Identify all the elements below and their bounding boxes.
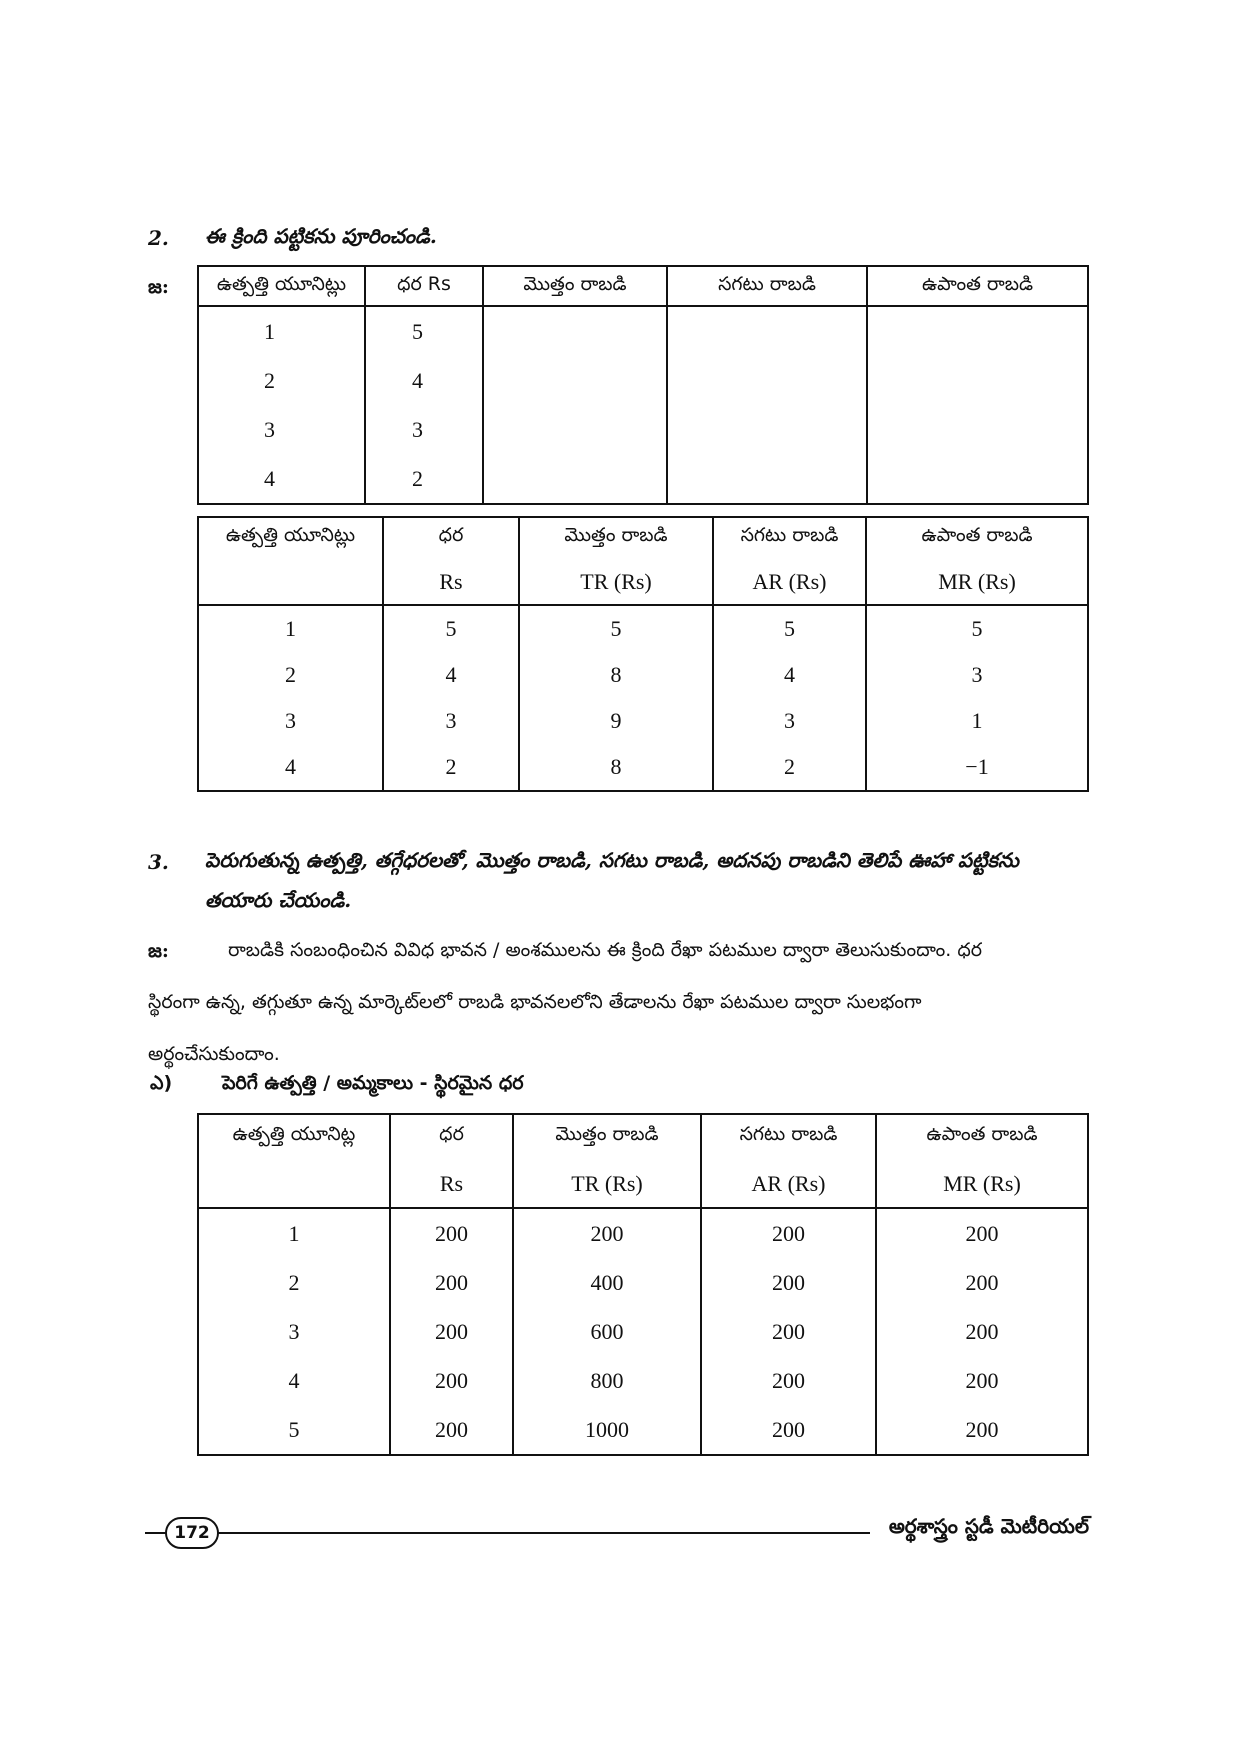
header-average-revenue: సగటు రాబడి: [701, 1114, 876, 1161]
table-revenue-filled: [197, 516, 1089, 792]
cell-ar: 200: [701, 1405, 876, 1455]
cell-price: 200: [390, 1258, 513, 1307]
header-price-unit: Rs: [383, 560, 519, 605]
cell-ar: 3: [713, 698, 866, 744]
answer-3-line-3: అర్థంచేసుకుందాం.: [148, 1043, 280, 1065]
cell-price: 3: [383, 698, 519, 744]
cell-mr: 5: [866, 605, 1088, 652]
cell-ar: 200: [701, 1356, 876, 1405]
header-ar-unit: AR (Rs): [713, 560, 866, 605]
cell-units: 4: [198, 1356, 390, 1405]
table-header-units-row: [198, 560, 1088, 605]
cell-mr: 1: [866, 698, 1088, 744]
cell-ar: 4: [713, 652, 866, 698]
cell-mr: 200: [876, 1258, 1088, 1307]
cell-empty: [483, 454, 667, 504]
header-average-revenue: సగటు రాబడి: [713, 517, 866, 560]
question-3-line-1: పెరుగుతున్న ఉత్పత్తి, తగ్గేధరలతో, మొత్తం రాబడి, సగటు రాబడి, అదనపు రాబడిని తెలిపే ఊహా పట్టికను: [205, 848, 1019, 872]
cell-mr: 200: [876, 1356, 1088, 1405]
cell-units: 1: [198, 605, 383, 652]
cell-tr: 400: [513, 1258, 701, 1307]
header-marginal-revenue: ఉపాంత రాబడి: [876, 1114, 1088, 1161]
table-revenue-blank: [197, 265, 1089, 505]
question-3-line-2: తయారు చేయండి.: [205, 888, 352, 912]
cell-ar: 5: [713, 605, 866, 652]
table-row: [198, 1356, 1088, 1405]
cell-tr: 1000: [513, 1405, 701, 1455]
section-a-title: పెరిగే ఉత్పత్తి / అమ్మకాలు - స్థిరమైన ధర: [222, 1072, 524, 1094]
answer-3-line-2: స్థిరంగా ఉన్న, తగ్గుతూ ఉన్న మార్కెట్‌లలో రాబడి భావనలలోని తేడాలను రేఖా పటముల ద్వారా సులభంగా: [148, 991, 922, 1013]
cell-mr: 200: [876, 1307, 1088, 1356]
cell-price: 4: [383, 652, 519, 698]
cell-empty: [867, 405, 1088, 454]
footer-rule: [215, 1532, 870, 1534]
cell-price: 2: [365, 454, 483, 504]
cell-mr: 200: [876, 1208, 1088, 1258]
cell-empty: [867, 454, 1088, 504]
cell-units: 4: [198, 744, 383, 791]
header-price: ధర: [383, 517, 519, 560]
cell-ar: 200: [701, 1258, 876, 1307]
cell-units: 1: [198, 1208, 390, 1258]
header-average-revenue: సగటు రాబడి: [667, 266, 867, 306]
cell-empty: [667, 405, 867, 454]
header-output-units: ఉత్పత్తి యూనిట్లు: [198, 266, 365, 306]
header-mr-unit: MR (Rs): [866, 560, 1088, 605]
cell-mr: 3: [866, 652, 1088, 698]
table-header-units-row: [198, 1161, 1088, 1208]
cell-units: 3: [198, 1307, 390, 1356]
table-row: [198, 1405, 1088, 1455]
cell-price: 200: [390, 1208, 513, 1258]
cell-tr: 5: [519, 605, 713, 652]
cell-units: 2: [198, 1258, 390, 1307]
table-row: [198, 1307, 1088, 1356]
header-marginal-revenue: ఉపాంత రాబడి: [867, 266, 1088, 306]
table-header-row: [198, 517, 1088, 560]
header-mr-unit: MR (Rs): [876, 1161, 1088, 1208]
cell-units: 1: [198, 306, 365, 356]
table-row: [198, 356, 1088, 405]
cell-units: 4: [198, 454, 365, 504]
footer-rule-left: [145, 1532, 167, 1534]
cell-tr: 600: [513, 1307, 701, 1356]
cell-units: 3: [198, 698, 383, 744]
header-marginal-revenue: ఉపాంత రాబడి: [866, 517, 1088, 560]
cell-empty: [867, 306, 1088, 356]
cell-empty: [867, 356, 1088, 405]
cell-price: 3: [365, 405, 483, 454]
cell-tr: 200: [513, 1208, 701, 1258]
cell-tr: 800: [513, 1356, 701, 1405]
cell-empty: [483, 306, 667, 356]
cell-empty: [483, 356, 667, 405]
header-total-revenue: మొత్తం రాబడి: [513, 1114, 701, 1161]
header-price: ధర: [390, 1114, 513, 1161]
cell-empty: [667, 454, 867, 504]
cell-ar: 200: [701, 1307, 876, 1356]
cell-ar: 200: [701, 1208, 876, 1258]
header-output-units: ఉత్పత్తి యూనిట్లు: [198, 517, 383, 560]
cell-tr: 8: [519, 744, 713, 791]
table-row: [198, 698, 1088, 744]
answer-2-label: జ:: [148, 276, 169, 298]
cell-price: 200: [390, 1356, 513, 1405]
cell-price: 5: [383, 605, 519, 652]
answer-3-line-1: రాబడికి సంబంధించిన వివిధ భావన / అంశములను ఈ క్రింది రేఖా పటముల ద్వారా తెలుసుకుందాం. ధర: [228, 939, 983, 961]
table-row: [198, 454, 1088, 504]
cell-price: 2: [383, 744, 519, 791]
header-total-revenue: మొత్తం రాబడి: [519, 517, 713, 560]
answer-3-paragraph: [148, 924, 1088, 1080]
cell-price: 5: [365, 306, 483, 356]
cell-units: 3: [198, 405, 365, 454]
cell-tr: 9: [519, 698, 713, 744]
cell-empty: [483, 405, 667, 454]
page-number: 172: [165, 1517, 219, 1549]
header-units-empty: [198, 1161, 390, 1208]
cell-empty: [667, 356, 867, 405]
footer-book-title: అర్థశాస్త్రం స్టడీ మెటీరియల్: [888, 1514, 1089, 1538]
header-units-empty: [198, 560, 383, 605]
table-row: [198, 652, 1088, 698]
cell-units: 5: [198, 1405, 390, 1455]
question-3-text: [205, 840, 1105, 920]
table-header-row: [198, 266, 1088, 306]
question-2-number: 2.: [148, 226, 169, 250]
table-row: [198, 306, 1088, 356]
table-header-row: [198, 1114, 1088, 1161]
header-tr-unit: TR (Rs): [513, 1161, 701, 1208]
cell-price: 4: [365, 356, 483, 405]
cell-mr: −1: [866, 744, 1088, 791]
section-a-label: ఎ): [150, 1072, 173, 1094]
question-2-text: ఈ క్రింది పట్టికను పూరించండి.: [205, 224, 437, 248]
table-constant-price: [197, 1113, 1089, 1456]
header-output-units: ఉత్పత్తి యూనిట్ల: [198, 1114, 390, 1161]
cell-tr: 8: [519, 652, 713, 698]
table-row: [198, 744, 1088, 791]
header-total-revenue: మొత్తం రాబడి: [483, 266, 667, 306]
cell-ar: 2: [713, 744, 866, 791]
header-ar-unit: AR (Rs): [701, 1161, 876, 1208]
cell-units: 2: [198, 356, 365, 405]
cell-mr: 200: [876, 1405, 1088, 1455]
question-3-number: 3.: [148, 850, 169, 874]
header-price: ధర Rs: [365, 266, 483, 306]
answer-3-label: జ:: [148, 940, 169, 962]
cell-units: 2: [198, 652, 383, 698]
cell-empty: [667, 306, 867, 356]
table-row: [198, 405, 1088, 454]
table-row: [198, 1258, 1088, 1307]
header-tr-unit: TR (Rs): [519, 560, 713, 605]
table-row: [198, 605, 1088, 652]
cell-price: 200: [390, 1405, 513, 1455]
header-price-unit: Rs: [390, 1161, 513, 1208]
cell-price: 200: [390, 1307, 513, 1356]
table-row: [198, 1208, 1088, 1258]
